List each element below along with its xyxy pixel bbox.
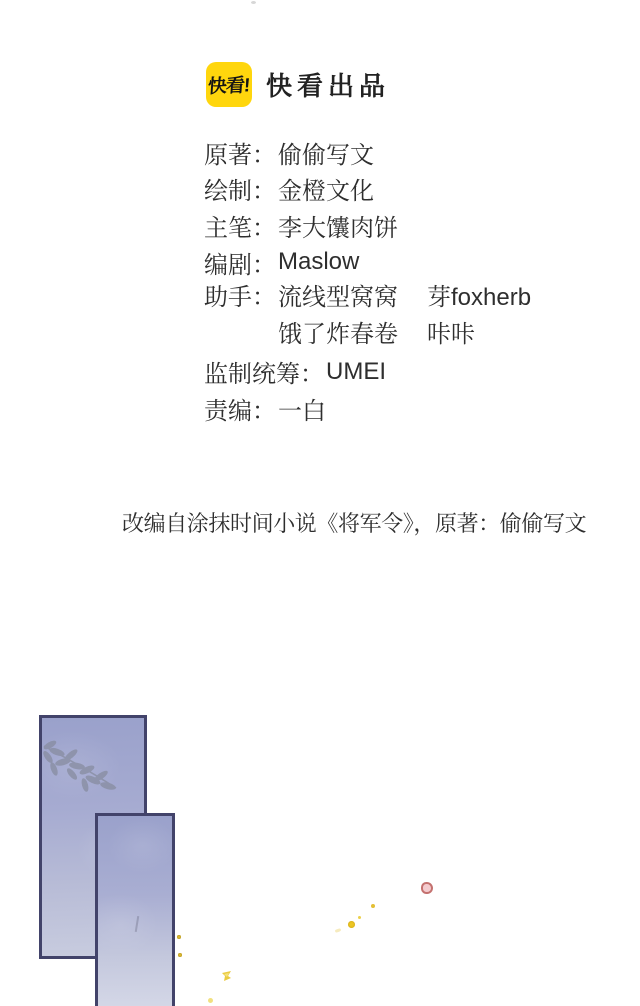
adaptation-note: 改编自涂抹时间小说《将军令》，原著：偷偷写文 xyxy=(122,511,587,536)
credit-value: Maslow xyxy=(278,248,360,276)
assistant-name: 芽foxherb xyxy=(427,284,532,312)
kuaikan-logo-icon xyxy=(206,62,252,107)
production-title: 快看出品 xyxy=(266,71,391,101)
paint-splatter-dot xyxy=(358,916,361,919)
credit-row-assistants xyxy=(204,280,531,353)
credit-label: 原著： xyxy=(204,141,276,169)
credits-list xyxy=(204,134,531,427)
assistant-name: 饿了炸春卷 xyxy=(278,320,398,348)
credit-row-original-author xyxy=(204,134,531,171)
paint-splatter-dot xyxy=(371,904,375,908)
credit-value: 一白 xyxy=(278,397,326,425)
credit-label: 绘制： xyxy=(204,178,276,206)
credit-label: 监制统筹： xyxy=(204,361,324,389)
assistants-column-1 xyxy=(278,280,425,353)
brand-header xyxy=(206,62,390,107)
credit-row-art-studio xyxy=(204,171,531,208)
comic-panel-front xyxy=(95,813,175,1006)
paint-splatter-dot xyxy=(348,921,355,928)
credit-row-editor xyxy=(204,390,531,427)
leaf-branch-icon xyxy=(42,740,122,800)
yellow-sparkle-icon xyxy=(221,969,233,982)
credit-row-supervisor xyxy=(204,354,531,391)
assistants-column-2 xyxy=(427,280,531,353)
assistant-name: 咔咔 xyxy=(427,320,475,348)
assistant-name: 流线型窝窝 xyxy=(278,284,398,312)
credit-row-screenwriter xyxy=(204,244,531,281)
credit-row-lead-artist xyxy=(204,207,531,244)
logo-text: 快看! xyxy=(207,75,251,98)
credit-label: 责编： xyxy=(204,397,276,425)
credit-value: 金橙文化 xyxy=(278,178,374,206)
scratch-mark xyxy=(135,916,139,932)
credit-value: 李大馕肉饼 xyxy=(278,214,398,242)
dust-speck xyxy=(251,1,256,4)
paint-splatter-dot xyxy=(178,953,182,957)
paint-splatter-dot xyxy=(335,928,342,933)
credit-label: 编剧： xyxy=(204,251,276,279)
credit-value: UMEI xyxy=(326,357,386,385)
paint-splatter-dot xyxy=(177,935,181,939)
credit-label: 主笔： xyxy=(204,214,276,242)
credit-value: 偷偷写文 xyxy=(278,141,374,169)
paint-splatter-dot xyxy=(208,998,213,1003)
pink-dot xyxy=(421,882,433,894)
credit-label: 助手： xyxy=(204,284,276,312)
